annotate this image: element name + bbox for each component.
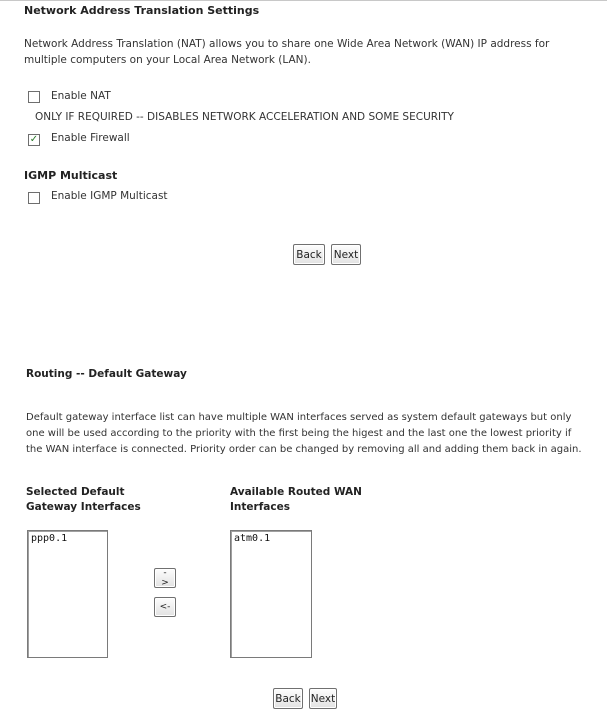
enable-igmp-label: Enable IGMP Multicast: [51, 190, 168, 202]
routing-title: Routing -- Default Gateway: [26, 368, 187, 380]
list-item[interactable]: atm0.1: [234, 533, 271, 544]
enable-firewall-checkbox[interactable]: [28, 134, 40, 146]
enable-nat-checkbox[interactable]: [28, 91, 40, 103]
checkmark-icon: ✓: [29, 134, 39, 145]
move-right-button[interactable]: ->: [154, 568, 176, 588]
list-item[interactable]: ppp0.1: [31, 533, 68, 544]
selected-gateways-listbox[interactable]: [27, 530, 108, 658]
available-wan-listbox[interactable]: [230, 530, 312, 658]
next-button-top[interactable]: Next: [331, 244, 361, 265]
nat-description: Network Address Translation (NAT) allows you to share one Wide Area Network (WAN) IP address for multiple computers on your Local Area Network (LAN).: [24, 38, 550, 66]
back-button-bottom[interactable]: Back: [273, 688, 303, 709]
available-wan-header: Available Routed WAN Interfaces: [230, 486, 362, 513]
routing-description: Default gateway interface list can have multiple WAN interfaces served as system default gateways but only one will be used according to the priority with the first being the higest and the last one the lowest priority if the WAN interface is connected. Priority order can be changed by removing all and adding them back in again.: [26, 412, 582, 455]
next-button-bottom[interactable]: Next: [309, 688, 337, 709]
nat-title: Network Address Translation Settings: [24, 4, 260, 17]
enable-nat-label: Enable NAT: [51, 90, 111, 102]
selected-gateways-header: Selected Default Gateway Interfaces: [26, 486, 141, 513]
move-left-button[interactable]: <-: [154, 597, 176, 617]
igmp-title: IGMP Multicast: [24, 169, 118, 182]
enable-firewall-label: Enable Firewall: [51, 132, 130, 144]
back-button-top[interactable]: Back: [293, 244, 325, 265]
top-divider: [0, 0, 607, 1]
nat-warning: ONLY IF REQUIRED -- DISABLES NETWORK ACCELERATION AND SOME SECURITY: [35, 111, 454, 123]
enable-igmp-checkbox[interactable]: [28, 192, 40, 204]
